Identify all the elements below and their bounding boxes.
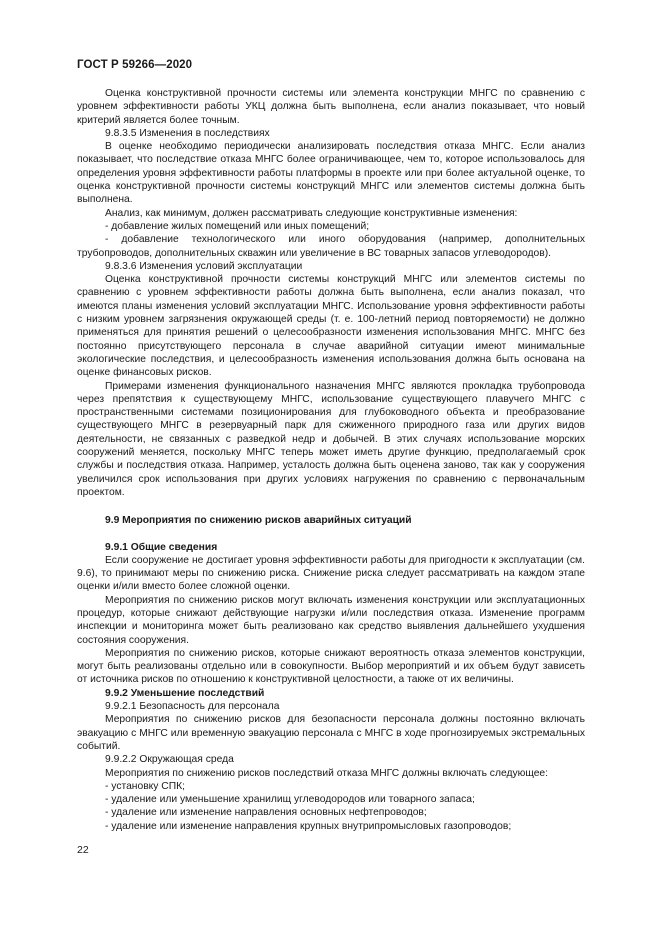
paragraph: Примерами изменения функционального назначения МНГС являются прокладка трубопровода через препятствия к существующему МНГС, использование существующего плавучего МНГС с пространственными системами позиционирования для глубоководного объекта и преобразование существующего МНГС в резервуарный парк для сжиженного природного газа или других видов деятельности, не связанных с разведкой недр и добычей. В этих случаях использование морских сооружений меняется, поскольку МНГС теперь может иметь другие функцию, предполагаемый срок службы и последствия отказа. Например, усталость должна быть оценена заново, так как у сооружения увеличился срок использования при других условиях нагружения по сравнению с первоначальным проектом. — [77, 380, 585, 498]
standard-header: ГОСТ Р 59266—2020 — [77, 59, 193, 71]
paragraph: Мероприятия по снижению рисков могут включать изменения конструкции или эксплуатационных процедур, которые снижают действующие нагрузки и/или последствия отказа. Изменение программ инспекции и мониторинга может быть реализовано как средство выявления дальнейшего ухудшения состояния сооружения. — [77, 594, 585, 646]
subsection-heading: 9.8.3.6 Изменения условий эксплуатации — [105, 260, 303, 272]
subsection-heading: 9.9.1 Общие сведения — [105, 541, 218, 553]
paragraph: Анализ, как минимум, должен рассматривать следующие конструктивные изменения: — [105, 207, 518, 219]
section-heading: 9.9 Мероприятия по снижению рисков аварийных ситуаций — [105, 515, 412, 527]
page-number: 22 — [77, 844, 89, 856]
paragraph: Если сооружение не достигает уровня эффективности работы для пригодности к эксплуатации (см. 9.6), то принимают меры по снижению риска. Снижение риска следует рассматривать на каждом этапе оценки и/или вместо более сложной оценки. — [77, 554, 585, 593]
paragraph: Мероприятия по снижению рисков для безопасности персонала должны постоянно включать эвакуацию с МНГС или временную эвакуацию персонала с МНГС в ходе прогнозируемых экстремальных событий. — [77, 714, 585, 752]
subsection-heading: 9.9.2 Уменьшение последствий — [105, 687, 265, 699]
list-item: - добавление жилых помещений или иных помещений; — [105, 220, 370, 232]
subsection-heading: 9.9.2.1 Безопасность для персонала — [105, 701, 280, 713]
paragraph: Мероприятия по снижению рисков, которые снижают вероятность отказа элементов конструкции, могут быть реализованы отдельно или в совокупности. Выбор мероприятий и их объем будут зависеть от источника рисков по отношению к конструктивной целостности, а также от их величины. — [77, 647, 585, 686]
list-item: - добавление технологического или иного оборудования (например, дополнительных трубопроводов, дополнительных скважин или увеличение в ВС товарных запасов углеводородов). — [77, 234, 585, 259]
paragraph: Оценка конструктивной прочности системы или элемента конструкции МНГС по сравнению с уровнем эффективности работы УКЦ должна быть выполнена, если анализ показывает, что новый критерий является более точным. — [77, 88, 585, 126]
list-item: - удаление или уменьшение хранилищ углеводородов или товарного запаса; — [105, 794, 475, 806]
list-item: - удаление или изменение направления основных нефтепроводов; — [105, 807, 427, 819]
list-item: - удаление или изменение направления крупных внутрипромысловых газопроводов; — [105, 820, 512, 832]
document-body — [77, 87, 585, 833]
subsection-heading: 9.8.3.5 Изменения в последствиях — [105, 127, 270, 139]
paragraph: Мероприятия по снижению рисков последствий отказа МНГС должны включать следующее: — [105, 767, 549, 779]
list-item: - установку СПК; — [105, 780, 186, 792]
paragraph: Оценка конструктивной прочности системы конструкций МНГС или элементов системы по сравнению с уровнем эффективности работы должна быть выполнена, если анализ показал, что имеются планы изменения условий эксплуатации МНГС. Использование уровня эффективности работы с низким уровнем загрязнения окружающей среды (т. е. 100-летний период повторяемости) не должно применяться для принятия решений о целесообразности изменения использования МНГС. МНГС без постоянно присутствующего персонала в случае аварийной ситуации имеют минимальные экологические последствия, и целесообразность изменения использования должна быть основана на оценке финансовых рисков. — [77, 274, 585, 379]
subsection-heading: 9.9.2.2 Окружающая среда — [105, 754, 234, 766]
paragraph: В оценке необходимо периодически анализировать последствия отказа МНГС. Если анализ показывает, что последствие отказа МНГС более ограничивающее, чем то, которое использовалось для определения уровня эффективности работы платформы в проекте или при более актуальной оценке, то оценка конструктивной прочности системы конструкций МНГС или элементов системы должна быть выполнена. — [77, 141, 585, 206]
